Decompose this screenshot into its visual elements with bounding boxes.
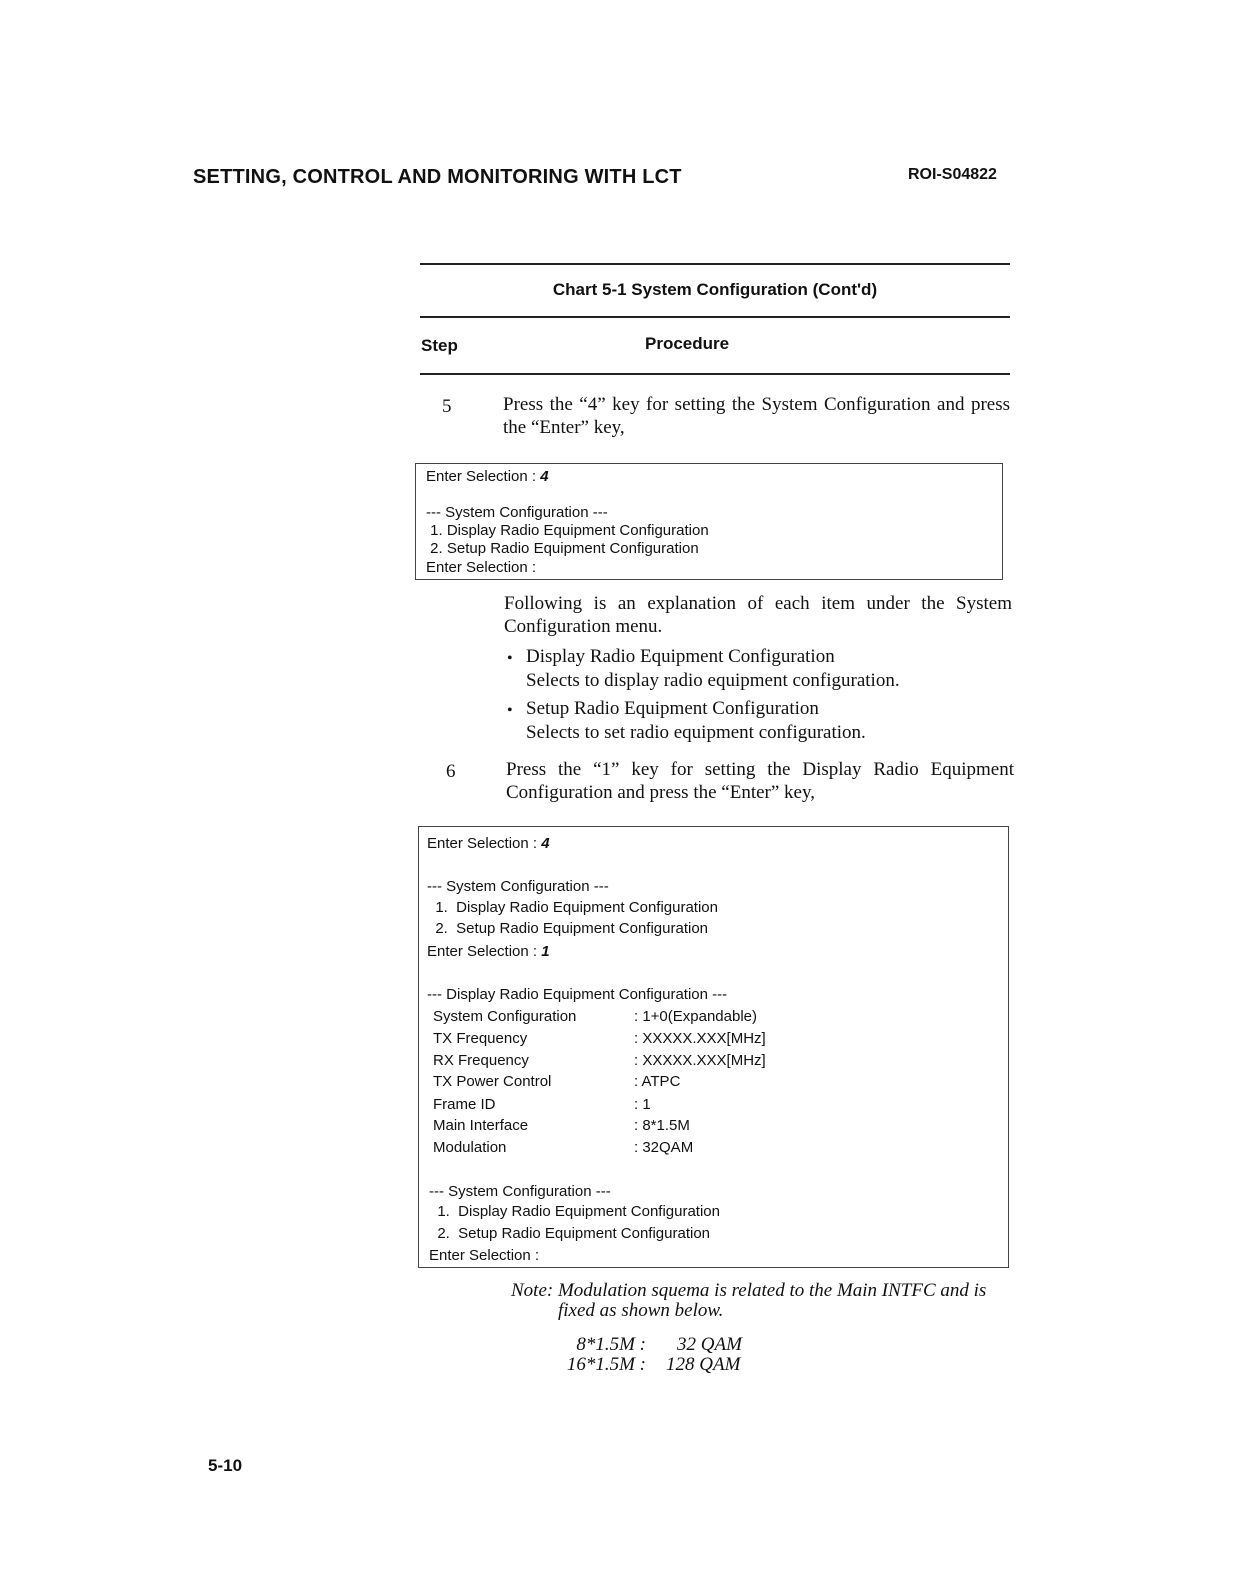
config-value-tx-frequency: : XXXXX.XXX[MHz] <box>634 1030 766 1047</box>
screen1-menu-item-1: 1. Display Radio Equipment Configuration <box>426 522 709 539</box>
bullet-setup-title: Setup Radio Equipment Configuration <box>526 698 819 719</box>
step-6-line-2: Configuration and press the “Enter” key, <box>506 782 816 803</box>
config-value-modulation: : 32QAM <box>634 1139 694 1156</box>
step-5-line-1: Press the “4” key for setting the System Configuration and press <box>503 394 1010 415</box>
step-number-6: 6 <box>446 761 456 782</box>
config-value-frame-id: : 1 <box>634 1096 651 1113</box>
page-number: 5-10 <box>208 1456 243 1475</box>
screen2-selection-label-2: Enter Selection : <box>427 943 542 960</box>
step-5-line-2: the “Enter” key, <box>503 417 625 438</box>
screen1-menu-item-2: 2. Setup Radio Equipment Configuration <box>426 540 699 557</box>
screen1-menu-title: --- System Configuration --- <box>426 504 608 521</box>
screen1-selection-label: Enter Selection : <box>426 468 541 485</box>
screen2-menu-title: --- System Configuration --- <box>427 878 609 895</box>
bullet-item-display <box>526 645 900 693</box>
column-header-procedure: Procedure <box>645 334 730 353</box>
step-number-5: 5 <box>442 396 452 417</box>
note-map-key-2: 16*1.5M : <box>566 1354 646 1375</box>
step-6-text <box>506 758 1014 804</box>
config-value-rx-frequency: : XXXXX.XXX[MHz] <box>634 1052 766 1069</box>
config-label-modulation: Modulation <box>433 1139 507 1156</box>
screen1-enter-selection-prompt: Enter Selection : <box>426 559 537 576</box>
screen2-menu2-title: --- System Configuration --- <box>429 1183 611 1200</box>
note-line-1: Note: Modulation squema is related to the Main INTFC and is <box>511 1280 987 1301</box>
screen1-enter-selection <box>426 468 549 485</box>
step-6-line-1: Press the “1” key for setting the Display Radio Equipment <box>506 759 1014 780</box>
bullet-setup-desc: Selects to set radio equipment configuration. <box>526 722 866 743</box>
explanation-paragraph <box>504 592 1012 638</box>
screen2-menu2-item-1: 1. Display Radio Equipment Configuration <box>429 1203 720 1220</box>
note-map-value-1: 32 QAM <box>677 1334 742 1355</box>
step-5-text <box>503 393 1010 439</box>
config-value-system: : 1+0(Expandable) <box>634 1008 758 1025</box>
explanation-line-2: Configuration menu. <box>504 616 663 637</box>
screen2-display-title: --- Display Radio Equipment Configuration --- <box>427 986 728 1003</box>
config-label-frame-id: Frame ID <box>433 1096 496 1113</box>
bullet-item-setup <box>526 697 866 745</box>
config-label-tx-power-control: TX Power Control <box>433 1073 552 1090</box>
config-value-main-interface: : 8*1.5M <box>634 1117 690 1134</box>
note-map-value-2: 128 QAM <box>666 1354 741 1375</box>
screen2-menu2-item-2: 2. Setup Radio Equipment Configuration <box>429 1225 711 1242</box>
config-value-tx-power-control: : ATPC <box>634 1073 681 1090</box>
chart-title: Chart 5-1 System Configuration (Cont'd) <box>552 280 878 299</box>
screen2-selection-value-2: 1 <box>541 943 550 960</box>
config-label-system: System Configuration <box>433 1008 577 1025</box>
screen2-menu-item-1: 1. Display Radio Equipment Configuration <box>427 899 718 916</box>
page-header-title: SETTING, CONTROL AND MONITORING WITH LCT <box>193 166 682 188</box>
bullet-icon: • <box>507 650 513 667</box>
screen2-enter-selection-2 <box>427 943 550 960</box>
screen2-selection-value-1: 4 <box>541 835 550 852</box>
terminal-screen-2 <box>418 826 1009 1268</box>
note-map-key-1: 8*1.5M : <box>576 1334 646 1355</box>
terminal-screen-1 <box>415 463 1003 580</box>
screen2-selection-label-1: Enter Selection : <box>427 835 542 852</box>
bullet-display-desc: Selects to display radio equipment configuration. <box>526 670 900 691</box>
config-label-tx-frequency: TX Frequency <box>433 1030 528 1047</box>
note-line-2: fixed as shown below. <box>558 1300 724 1321</box>
explanation-line-1: Following is an explanation of each item under the System <box>504 593 1012 614</box>
screen1-selection-value: 4 <box>540 468 549 485</box>
bullet-display-title: Display Radio Equipment Configuration <box>526 646 835 667</box>
table-title-rule <box>420 316 1010 318</box>
table-header-rule <box>420 373 1010 375</box>
bullet-icon: • <box>507 702 513 719</box>
screen2-menu-item-2: 2. Setup Radio Equipment Configuration <box>427 920 709 937</box>
document-id: ROI-S04822 <box>908 166 997 183</box>
column-header-step: Step <box>421 336 458 355</box>
table-top-rule <box>420 263 1010 265</box>
config-label-main-interface: Main Interface <box>433 1117 529 1134</box>
screen2-enter-selection-3: Enter Selection : <box>429 1247 540 1264</box>
screen2-enter-selection-1 <box>427 835 550 852</box>
config-label-rx-frequency: RX Frequency <box>433 1052 529 1069</box>
